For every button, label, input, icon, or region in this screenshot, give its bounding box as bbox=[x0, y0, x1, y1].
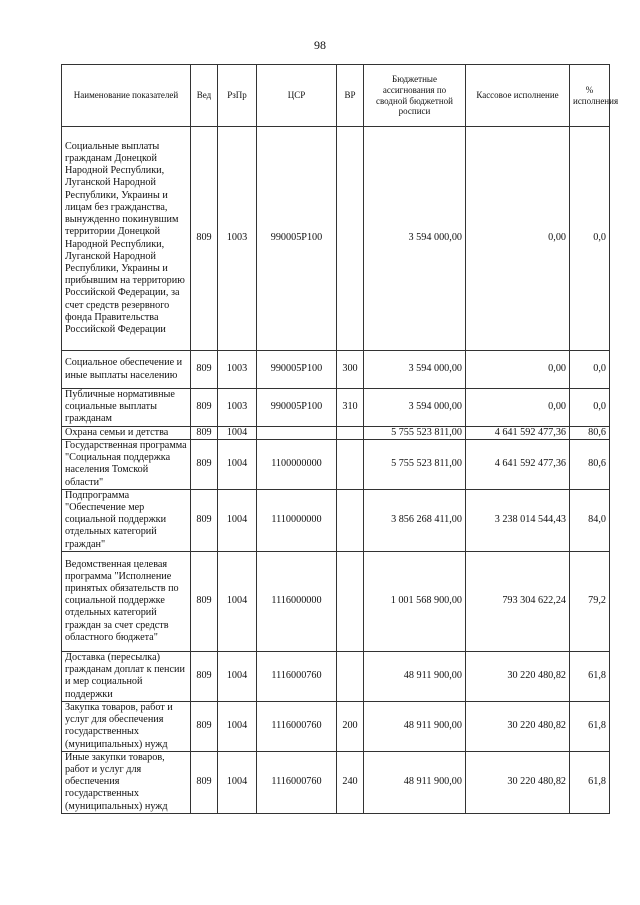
row-rzpr: 1004 bbox=[218, 701, 257, 751]
row-percent: 61,8 bbox=[570, 751, 610, 813]
table-row bbox=[62, 751, 610, 813]
header-budget: Бюджетные ассигнования по сводной бюджетной росписи bbox=[364, 65, 466, 127]
row-name: Ведомственная целевая программа "Исполнение принятых обязательств по социальной поддержке отдельных категорий граждан за счет средств областного бюджета" bbox=[62, 551, 191, 651]
row-vr bbox=[337, 489, 364, 551]
row-percent: 0,0 bbox=[570, 351, 610, 389]
row-vr bbox=[337, 127, 364, 351]
row-rzpr: 1004 bbox=[218, 651, 257, 701]
row-budget: 1 001 568 900,00 bbox=[364, 551, 466, 651]
row-name: Иные закупки товаров, работ и услуг для обеспечения государственных (муниципальных) нужд bbox=[62, 751, 191, 813]
row-name: Социальное обеспечение и иные выплаты населению bbox=[62, 351, 191, 389]
table-row bbox=[62, 551, 610, 651]
row-name: Охрана семьи и детства bbox=[62, 426, 191, 439]
row-percent: 84,0 bbox=[570, 489, 610, 551]
header-cash: Кассовое исполнение bbox=[466, 65, 570, 127]
row-vr bbox=[337, 426, 364, 439]
row-percent: 80,6 bbox=[570, 426, 610, 439]
row-rzpr: 1004 bbox=[218, 751, 257, 813]
row-name: Социальные выплаты гражданам Донецкой Народной Республики, Луганской Народной Республики, Украины и лицам без гражданства, вынужденно покинувшим территории Донецкой Народной Республики, Луганской Народной Республики, Украины и прибывшим на территорию Российской Федерации, за счет средств резервного фонда Правительства Российской Федерации bbox=[62, 127, 191, 351]
row-budget: 48 911 900,00 bbox=[364, 751, 466, 813]
row-rzpr: 1003 bbox=[218, 351, 257, 389]
header-csr: ЦСР bbox=[257, 65, 337, 127]
row-cash: 0,00 bbox=[466, 389, 570, 427]
row-ved: 809 bbox=[191, 651, 218, 701]
row-name: Доставка (пересылка) гражданам доплат к пенсии и мер социальной поддержки bbox=[62, 651, 191, 701]
row-cash: 0,00 bbox=[466, 127, 570, 351]
row-percent: 61,8 bbox=[570, 701, 610, 751]
row-ved: 809 bbox=[191, 351, 218, 389]
row-vr bbox=[337, 551, 364, 651]
row-csr: 1116000760 bbox=[257, 701, 337, 751]
header-name: Наименование показателей bbox=[62, 65, 191, 127]
row-csr: 990005Р100 bbox=[257, 127, 337, 351]
row-rzpr: 1004 bbox=[218, 426, 257, 439]
row-budget: 3 856 268 411,00 bbox=[364, 489, 466, 551]
table-row bbox=[62, 439, 610, 489]
row-ved: 809 bbox=[191, 701, 218, 751]
row-ved: 809 bbox=[191, 439, 218, 489]
row-budget: 48 911 900,00 bbox=[364, 701, 466, 751]
row-percent: 0,0 bbox=[570, 127, 610, 351]
row-name: Закупка товаров, работ и услуг для обеспечения государственных (муниципальных) нужд bbox=[62, 701, 191, 751]
row-csr: 1100000000 bbox=[257, 439, 337, 489]
row-rzpr: 1004 bbox=[218, 551, 257, 651]
table-row bbox=[62, 489, 610, 551]
table-row bbox=[62, 389, 610, 427]
row-ved: 809 bbox=[191, 489, 218, 551]
row-percent: 80,6 bbox=[570, 439, 610, 489]
row-ved: 809 bbox=[191, 551, 218, 651]
row-budget: 5 755 523 811,00 bbox=[364, 439, 466, 489]
row-budget: 48 911 900,00 bbox=[364, 651, 466, 701]
row-vr: 240 bbox=[337, 751, 364, 813]
row-ved: 809 bbox=[191, 127, 218, 351]
page-number: 98 bbox=[314, 38, 326, 52]
row-vr bbox=[337, 439, 364, 489]
row-csr: 1116000000 bbox=[257, 551, 337, 651]
row-vr: 200 bbox=[337, 701, 364, 751]
row-rzpr: 1004 bbox=[218, 489, 257, 551]
row-csr: 990005Р100 bbox=[257, 389, 337, 427]
row-cash: 30 220 480,82 bbox=[466, 751, 570, 813]
row-csr bbox=[257, 426, 337, 439]
row-budget: 3 594 000,00 bbox=[364, 389, 466, 427]
row-percent: 61,8 bbox=[570, 651, 610, 701]
row-name: Подпрограмма "Обеспечение мер социальной поддержки отдельных категорий граждан" bbox=[62, 489, 191, 551]
row-vr: 310 bbox=[337, 389, 364, 427]
table-row bbox=[62, 426, 610, 439]
row-cash: 30 220 480,82 bbox=[466, 701, 570, 751]
row-percent: 0,0 bbox=[570, 389, 610, 427]
header-vr: ВР bbox=[337, 65, 364, 127]
row-csr: 1116000760 bbox=[257, 751, 337, 813]
row-rzpr: 1003 bbox=[218, 127, 257, 351]
row-percent: 79,2 bbox=[570, 551, 610, 651]
row-cash: 3 238 014 544,43 bbox=[466, 489, 570, 551]
row-vr bbox=[337, 651, 364, 701]
row-rzpr: 1003 bbox=[218, 389, 257, 427]
header-ved: Вед bbox=[191, 65, 218, 127]
row-csr: 1116000760 bbox=[257, 651, 337, 701]
row-csr: 1110000000 bbox=[257, 489, 337, 551]
table-row bbox=[62, 351, 610, 389]
row-csr: 990005Р100 bbox=[257, 351, 337, 389]
row-cash: 4 641 592 477,36 bbox=[466, 439, 570, 489]
row-name: Государственная программа "Социальная поддержка населения Томской области" bbox=[62, 439, 191, 489]
row-ved: 809 bbox=[191, 751, 218, 813]
table-row bbox=[62, 701, 610, 751]
row-rzpr: 1004 bbox=[218, 439, 257, 489]
row-vr: 300 bbox=[337, 351, 364, 389]
row-budget: 3 594 000,00 bbox=[364, 351, 466, 389]
table-row bbox=[62, 651, 610, 701]
header-row bbox=[62, 65, 610, 127]
table-row bbox=[62, 127, 610, 351]
row-cash: 4 641 592 477,36 bbox=[466, 426, 570, 439]
header-rzpr: РзПр bbox=[218, 65, 257, 127]
row-ved: 809 bbox=[191, 426, 218, 439]
budget-execution-table bbox=[61, 64, 619, 814]
row-cash: 0,00 bbox=[466, 351, 570, 389]
row-cash: 30 220 480,82 bbox=[466, 651, 570, 701]
header-percent: % исполнения bbox=[570, 65, 610, 127]
row-name: Публичные нормативные социальные выплаты гражданам bbox=[62, 389, 191, 427]
row-budget: 3 594 000,00 bbox=[364, 127, 466, 351]
row-budget: 5 755 523 811,00 bbox=[364, 426, 466, 439]
row-cash: 793 304 622,24 bbox=[466, 551, 570, 651]
row-ved: 809 bbox=[191, 389, 218, 427]
